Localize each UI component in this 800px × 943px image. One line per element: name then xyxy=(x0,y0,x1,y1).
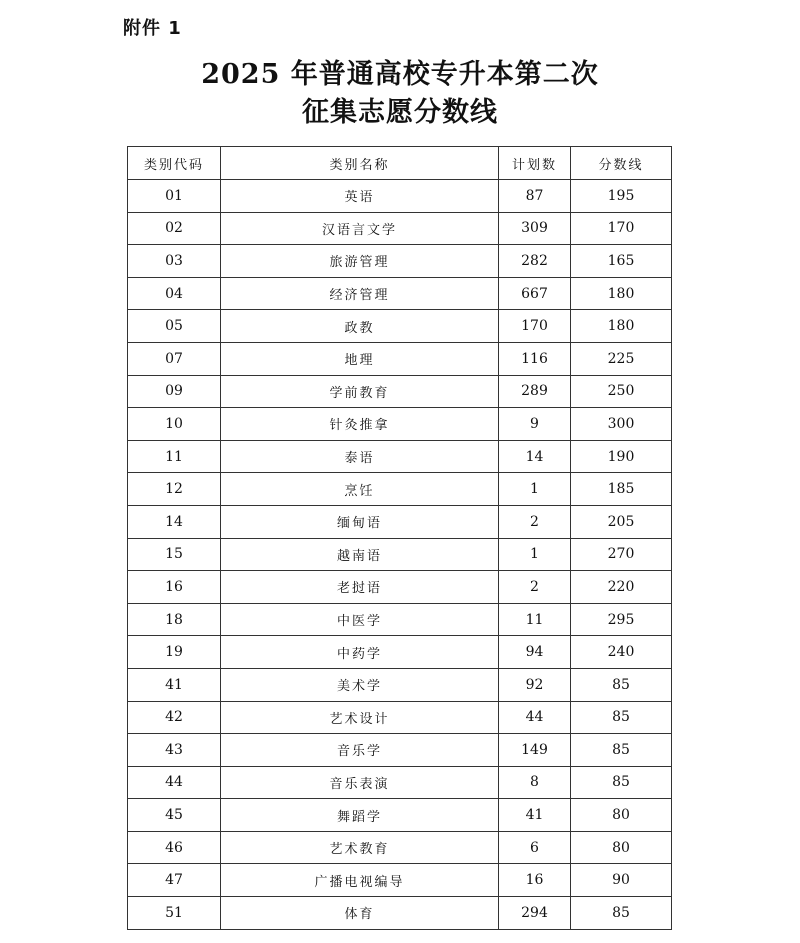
table-row xyxy=(128,766,672,799)
table-row xyxy=(128,440,672,473)
cell-category-name: 针灸推拿 xyxy=(221,408,499,441)
table-row xyxy=(128,864,672,897)
cell-score-line: 85 xyxy=(571,701,672,734)
cell-category-code: 14 xyxy=(128,505,221,538)
cell-category-name: 老挝语 xyxy=(221,571,499,604)
cell-category-code: 02 xyxy=(128,212,221,245)
cell-plan-count: 44 xyxy=(499,701,571,734)
cell-score-line: 85 xyxy=(571,668,672,701)
cell-category-code: 51 xyxy=(128,897,221,930)
cell-category-name: 音乐学 xyxy=(221,734,499,767)
table-row xyxy=(128,408,672,441)
cell-plan-count: 14 xyxy=(499,440,571,473)
cell-score-line: 250 xyxy=(571,375,672,408)
cell-score-line: 85 xyxy=(571,766,672,799)
table-row xyxy=(128,277,672,310)
cell-category-name: 广播电视编导 xyxy=(221,864,499,897)
cell-category-code: 10 xyxy=(128,408,221,441)
cell-plan-count: 170 xyxy=(499,310,571,343)
table-body xyxy=(128,180,672,930)
table-row xyxy=(128,212,672,245)
cell-category-code: 45 xyxy=(128,799,221,832)
cell-plan-count: 294 xyxy=(499,897,571,930)
cell-plan-count: 1 xyxy=(499,473,571,506)
table-row xyxy=(128,799,672,832)
cell-plan-count: 149 xyxy=(499,734,571,767)
cell-plan-count: 92 xyxy=(499,668,571,701)
cell-plan-count: 9 xyxy=(499,408,571,441)
cell-category-name: 学前教育 xyxy=(221,375,499,408)
cell-plan-count: 309 xyxy=(499,212,571,245)
cell-plan-count: 94 xyxy=(499,636,571,669)
header-category-code: 类别代码 xyxy=(128,147,221,180)
cell-category-name: 泰语 xyxy=(221,440,499,473)
cell-score-line: 165 xyxy=(571,245,672,278)
table-row xyxy=(128,897,672,930)
cell-category-name: 地理 xyxy=(221,342,499,375)
document-title-line-2: 征集志愿分数线 xyxy=(302,97,498,128)
cell-category-code: 15 xyxy=(128,538,221,571)
table-row xyxy=(128,831,672,864)
table-row xyxy=(128,636,672,669)
table-header-row xyxy=(128,147,672,180)
cell-plan-count: 1 xyxy=(499,538,571,571)
cell-category-code: 18 xyxy=(128,603,221,636)
cell-category-name: 政教 xyxy=(221,310,499,343)
score-line-table xyxy=(127,146,672,930)
cell-category-code: 07 xyxy=(128,342,221,375)
cell-score-line: 190 xyxy=(571,440,672,473)
cell-score-line: 170 xyxy=(571,212,672,245)
cell-plan-count: 2 xyxy=(499,571,571,604)
cell-category-name: 中药学 xyxy=(221,636,499,669)
cell-category-code: 11 xyxy=(128,440,221,473)
cell-category-name: 舞蹈学 xyxy=(221,799,499,832)
table-row xyxy=(128,180,672,213)
cell-score-line: 185 xyxy=(571,473,672,506)
table-row xyxy=(128,734,672,767)
cell-plan-count: 667 xyxy=(499,277,571,310)
attachment-label: 附件 1 xyxy=(123,18,182,39)
cell-plan-count: 8 xyxy=(499,766,571,799)
cell-category-code: 46 xyxy=(128,831,221,864)
cell-score-line: 180 xyxy=(571,277,672,310)
header-category-name: 类别名称 xyxy=(221,147,499,180)
cell-category-code: 12 xyxy=(128,473,221,506)
cell-category-name: 汉语言文学 xyxy=(221,212,499,245)
table-row xyxy=(128,375,672,408)
table-row xyxy=(128,505,672,538)
cell-score-line: 205 xyxy=(571,505,672,538)
cell-category-name: 烹饪 xyxy=(221,473,499,506)
table-row xyxy=(128,342,672,375)
cell-category-name: 缅甸语 xyxy=(221,505,499,538)
cell-score-line: 225 xyxy=(571,342,672,375)
cell-plan-count: 41 xyxy=(499,799,571,832)
cell-category-code: 09 xyxy=(128,375,221,408)
cell-plan-count: 87 xyxy=(499,180,571,213)
cell-score-line: 270 xyxy=(571,538,672,571)
cell-score-line: 90 xyxy=(571,864,672,897)
cell-category-code: 03 xyxy=(128,245,221,278)
cell-category-name: 美术学 xyxy=(221,668,499,701)
cell-score-line: 195 xyxy=(571,180,672,213)
cell-plan-count: 6 xyxy=(499,831,571,864)
cell-category-name: 中医学 xyxy=(221,603,499,636)
cell-category-code: 04 xyxy=(128,277,221,310)
cell-score-line: 85 xyxy=(571,897,672,930)
cell-category-code: 42 xyxy=(128,701,221,734)
cell-category-code: 01 xyxy=(128,180,221,213)
cell-plan-count: 11 xyxy=(499,603,571,636)
header-score-line: 分数线 xyxy=(571,147,672,180)
cell-category-code: 41 xyxy=(128,668,221,701)
table-row xyxy=(128,310,672,343)
cell-score-line: 300 xyxy=(571,408,672,441)
cell-score-line: 220 xyxy=(571,571,672,604)
cell-plan-count: 282 xyxy=(499,245,571,278)
cell-category-code: 44 xyxy=(128,766,221,799)
cell-score-line: 180 xyxy=(571,310,672,343)
document-title-line-1: 2025 年普通高校专升本第二次 xyxy=(201,59,599,90)
cell-category-code: 19 xyxy=(128,636,221,669)
cell-category-code: 47 xyxy=(128,864,221,897)
table-row xyxy=(128,603,672,636)
cell-category-code: 05 xyxy=(128,310,221,343)
header-plan-count: 计划数 xyxy=(499,147,571,180)
cell-score-line: 295 xyxy=(571,603,672,636)
cell-plan-count: 2 xyxy=(499,505,571,538)
cell-category-code: 43 xyxy=(128,734,221,767)
table-row xyxy=(128,571,672,604)
cell-category-code: 16 xyxy=(128,571,221,604)
table-row xyxy=(128,701,672,734)
cell-category-name: 体育 xyxy=(221,897,499,930)
cell-category-name: 英语 xyxy=(221,180,499,213)
cell-category-name: 艺术教育 xyxy=(221,831,499,864)
table-row xyxy=(128,668,672,701)
table-row xyxy=(128,473,672,506)
cell-plan-count: 116 xyxy=(499,342,571,375)
cell-score-line: 80 xyxy=(571,799,672,832)
cell-score-line: 240 xyxy=(571,636,672,669)
cell-plan-count: 16 xyxy=(499,864,571,897)
cell-category-name: 旅游管理 xyxy=(221,245,499,278)
cell-category-name: 经济管理 xyxy=(221,277,499,310)
cell-category-name: 音乐表演 xyxy=(221,766,499,799)
cell-category-name: 艺术设计 xyxy=(221,701,499,734)
table-row xyxy=(128,538,672,571)
cell-score-line: 85 xyxy=(571,734,672,767)
cell-score-line: 80 xyxy=(571,831,672,864)
cell-category-name: 越南语 xyxy=(221,538,499,571)
cell-plan-count: 289 xyxy=(499,375,571,408)
table-row xyxy=(128,245,672,278)
